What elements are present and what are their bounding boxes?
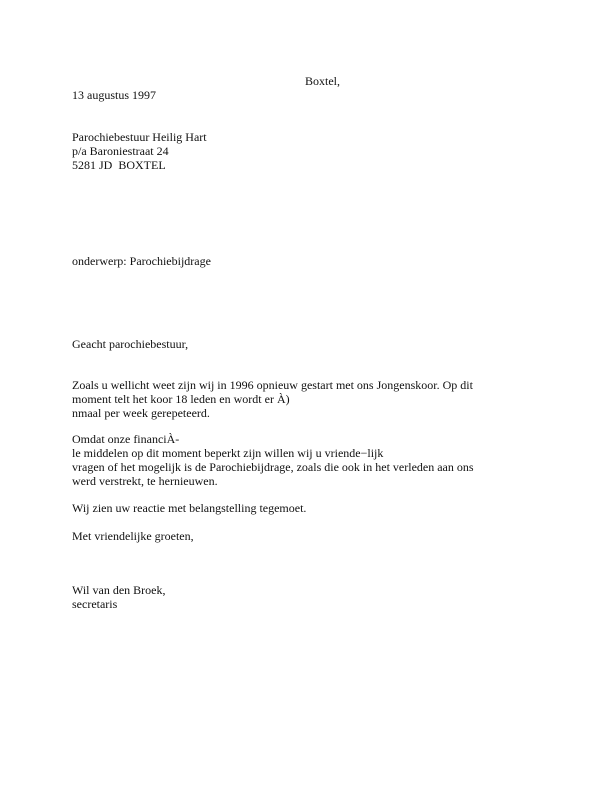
- paragraph-2-line-2: le middelen op dit moment beperkt zijn willen wij u vriende−lijk: [72, 446, 384, 460]
- recipient-line-1: Parochiebestuur Heilig Hart: [72, 130, 207, 144]
- recipient-line-2: p/a Baroniestraat 24: [72, 144, 169, 158]
- paragraph-2-line-1: Omdat onze financiÀ-: [72, 432, 180, 446]
- paragraph-1-line-2: moment telt het koor 18 leden en wordt er À): [72, 392, 290, 406]
- paragraph-1-line-1: Zoals u wellicht weet zijn wij in 1996 opnieuw gestart met ons Jongenskoor. Op dit: [72, 378, 473, 392]
- signature-title: secretaris: [72, 597, 118, 611]
- recipient-line-3: 5281 JD BOXTEL: [72, 158, 166, 172]
- paragraph-1-line-3: nmaal per week gerepeteerd.: [72, 406, 210, 420]
- signature-name: Wil van den Broek,: [72, 583, 166, 597]
- paragraph-2-line-4: werd verstrekt, te hernieuwen.: [72, 474, 218, 488]
- letter-salutation: Geacht parochiebestuur,: [72, 337, 189, 351]
- letter-date: 13 augustus 1997: [72, 88, 156, 102]
- letter-subject: onderwerp: Parochiebijdrage: [72, 254, 211, 268]
- letter-closing: Met vriendelijke groeten,: [72, 529, 194, 543]
- paragraph-3: Wij zien uw reactie met belangstelling tegemoet.: [72, 501, 307, 515]
- paragraph-2-line-3: vragen of het mogelijk is de Parochiebijdrage, zoals die ook in het verleden aan ons: [72, 460, 474, 474]
- letter-place: Boxtel,: [305, 74, 340, 88]
